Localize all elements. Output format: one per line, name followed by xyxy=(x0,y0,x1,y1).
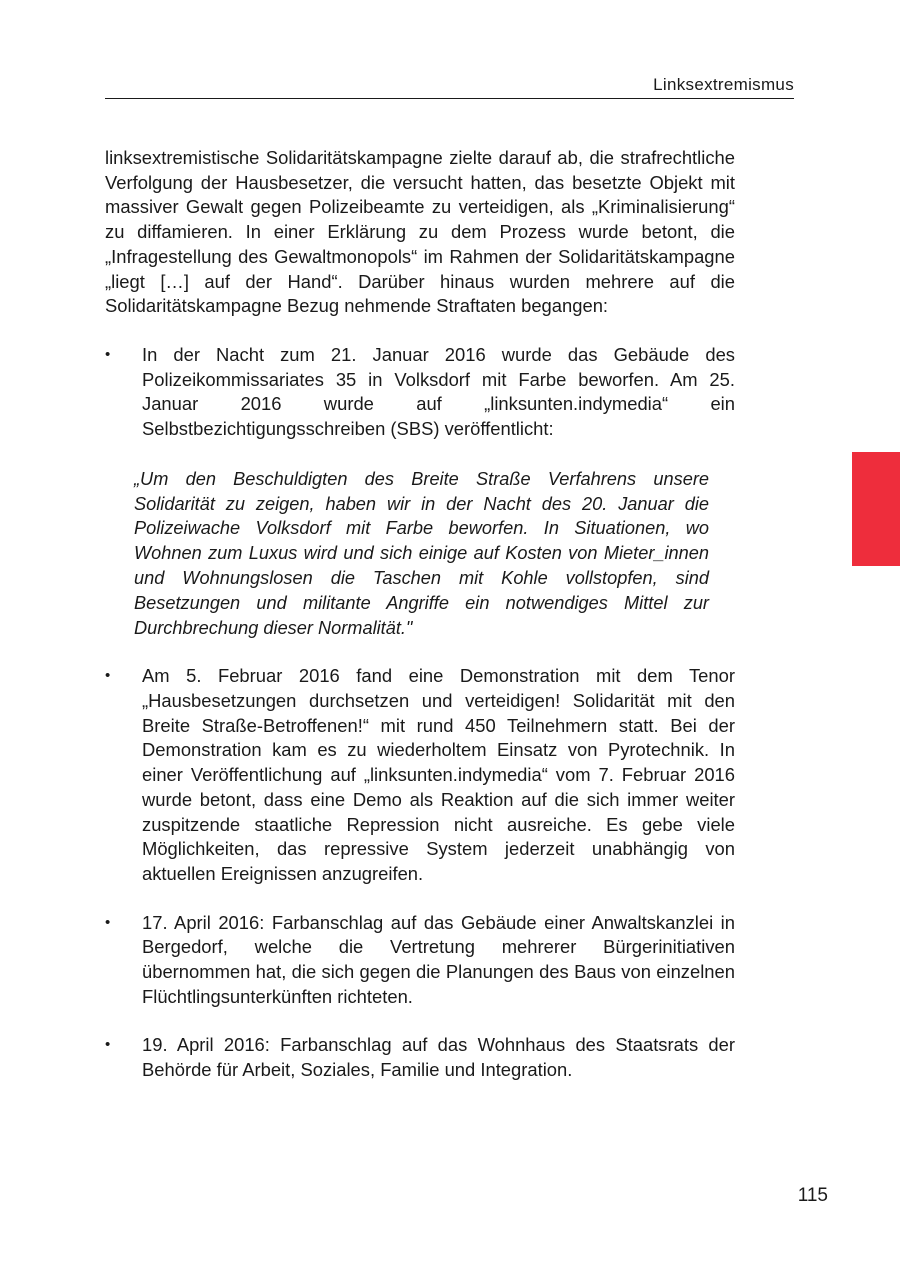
list-item-text: Am 5. Februar 2016 fand eine Demonstration mit dem Tenor „Hausbesetzungen durchsetzen und verteidigen! Solidarität mit den Breite Straße-Betroffenen!“ mit rund 450 Teilnehmern statt. Bei der Demonstration kam es zu wiederholtem Einsatz von Pyrotechnik. In einer Veröffentlichung auf „linksunten.indymedia“ vom 7. Februar 2016 wurde betont, dass eine Demo als Reaktion auf die sich immer weiter zuspitzende staatliche Repression nicht ausreiche. Es gebe viele Möglichkeiten, das repressive System jederzeit unabhängig von aktuellen Ereignissen anzugreifen. xyxy=(142,665,735,884)
list-item xyxy=(105,343,735,442)
list-item xyxy=(105,1033,735,1082)
block-quote: „Um den Beschuldigten des Breite Straße Verfahrens unsere Solidarität zu zeigen, haben wir in der Nacht des 20. Januar die Polizeiwache Volksdorf mit Farbe beworfen. In Situationen, wo Wohnen zum Luxus wird und sich einige auf Kosten von Mieter_innen und Wohnungslosen die Taschen mit Kohle vollstopfen, sind Besetzungen und militante Angriffe ein notwendiges Mittel zur Durchbrechung dieser Normalität." xyxy=(134,468,709,638)
list-item xyxy=(105,911,735,1010)
list-item-text: 19. April 2016: Farbanschlag auf das Wohnhaus des Staatsrats der Behörde für Arbeit, Soziales, Familie und Integration. xyxy=(142,1034,735,1081)
list-item-text: 17. April 2016: Farbanschlag auf das Gebäude einer Anwaltskanzlei in Bergedorf, welche die Vertretung mehrerer Bürgerinitiativen übernommen hat, die sich gegen die Planungen des Baus von einzelnen Flüchtlingsunterkünften richteten. xyxy=(142,911,735,1007)
bullet-icon: • xyxy=(105,1036,111,1054)
bullet-icon: • xyxy=(105,667,111,685)
bullet-icon: • xyxy=(105,345,111,363)
section-title: Linksextremismus xyxy=(653,75,794,94)
bullet-icon: • xyxy=(105,913,111,931)
section-marker-tab xyxy=(852,452,900,566)
running-header xyxy=(105,72,794,99)
page-number: 115 xyxy=(797,1185,828,1206)
intro-paragraph: linksextremistische Solidaritätskampagne zielte darauf ab, die strafrechtliche Verfolgung der Hausbesetzer, die versucht hatten, das besetzte Objekt mit massiver Gewalt gegen Polizeibeamte zu verteidigen, als „Kriminalisierung“ zu diffamieren. In einer Erklärung zu dem Prozess wurde betont, die „Infragestellung des Gewaltmonopols“ im Rahmen der Solidaritätskampagne „liegt […] auf der Hand“. Darüber hinaus wurden mehrere auf die Solidaritätskampagne Bezug nehmende Straftaten begangen: xyxy=(105,147,735,317)
page-body xyxy=(105,146,735,1083)
list-item xyxy=(105,664,735,886)
list-item-text: In der Nacht zum 21. Januar 2016 wurde das Gebäude des Polizeikommissariates 35 in Volksdorf mit Farbe beworfen. Am 25. Januar 2016 wurde auf „linksunten.indymedia“ ein Selbstbezichtigungsschreiben (SBS) veröffentlicht: xyxy=(142,343,735,440)
